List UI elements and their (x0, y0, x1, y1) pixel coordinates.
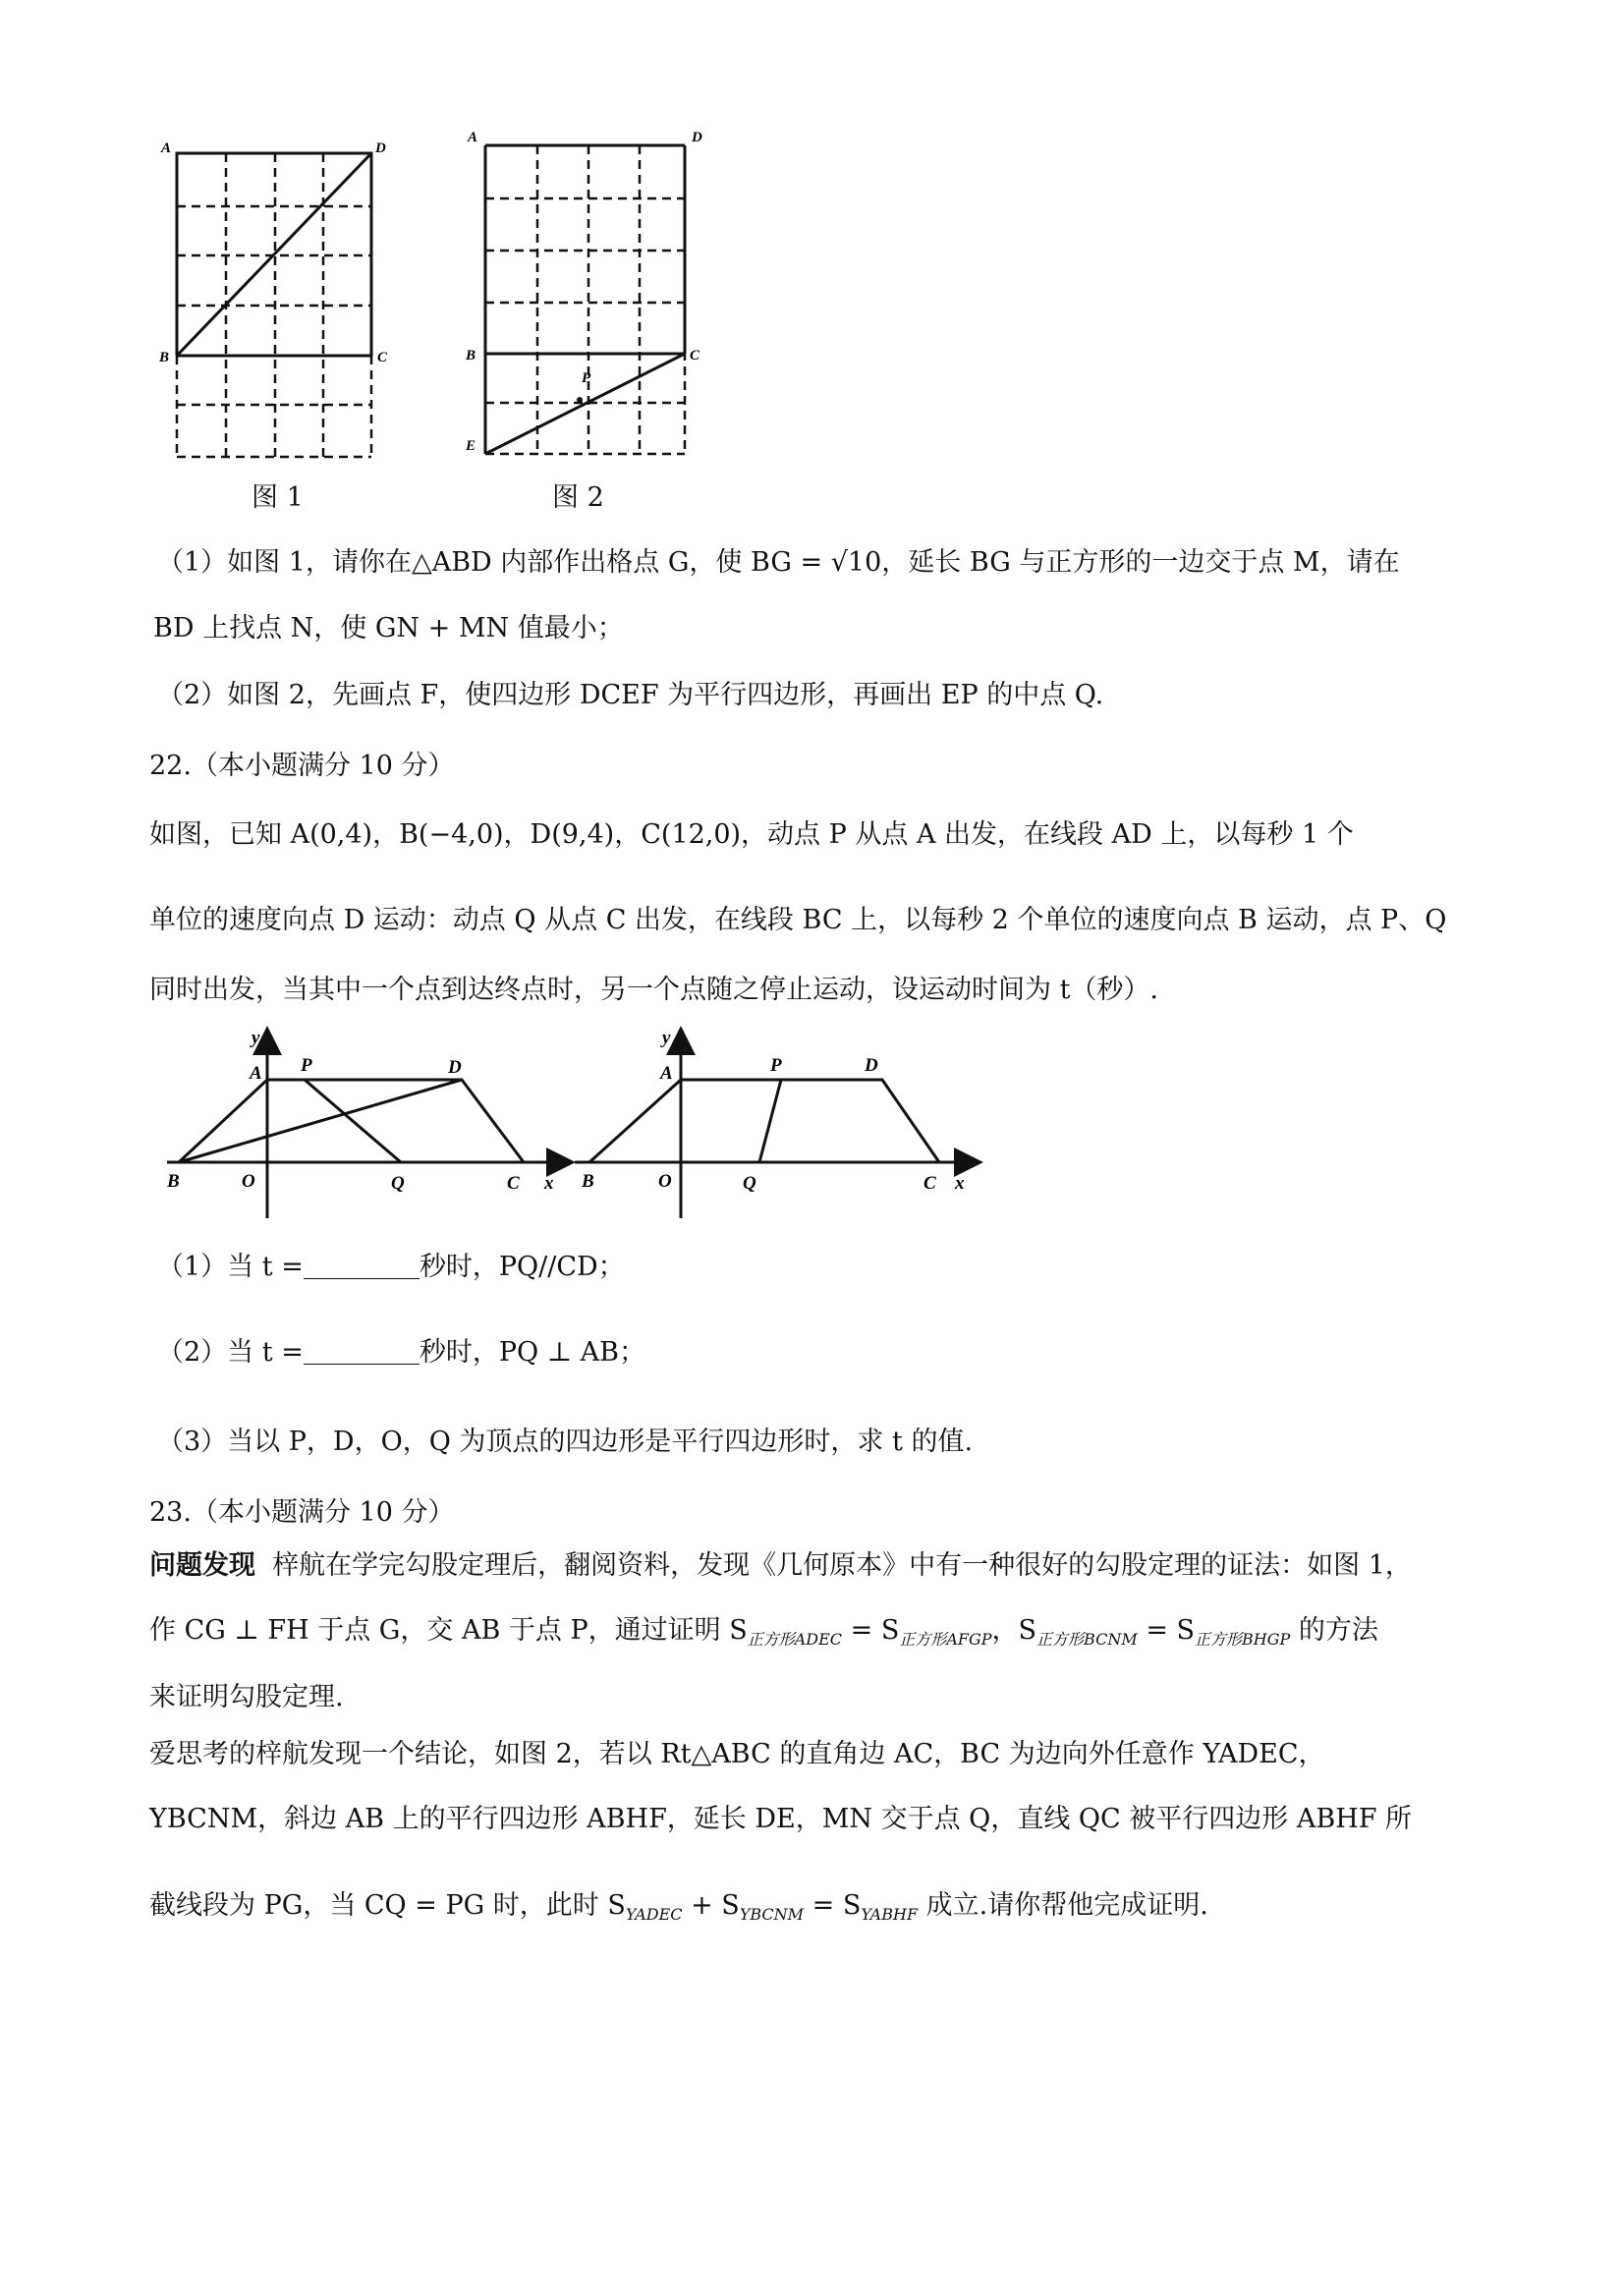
q23-line2-c: ，S (991, 1615, 1037, 1646)
fig2-label-E: E (466, 438, 476, 454)
q22-sub2-pre: （2）当 t = (157, 1337, 304, 1368)
q23-sub2: 正方形AFGP (899, 1630, 992, 1649)
q23-sub3: 正方形BCNM (1036, 1630, 1138, 1649)
fig1-label-A: A (161, 140, 172, 156)
q22-fig2-label-O: O (658, 1171, 672, 1192)
fig1-label-D: D (375, 140, 386, 156)
q22-figures (157, 1022, 982, 1228)
q22-sub1-pre: （1）当 t = (157, 1252, 304, 1282)
q23-line5: YBCNM，斜边 AB 上的平行四边形 ABHF，延长 DE，MN 交于点 Q，直线 QC 被平行四边形 ABHF 所 (149, 1804, 1413, 1834)
q22-fig1-label-A: A (250, 1063, 262, 1084)
q23-sub1: 正方形ADEC (747, 1630, 843, 1649)
q23-sub4: 正方形BHGP (1195, 1630, 1291, 1649)
q23-line6-c: = S (804, 1890, 862, 1921)
q23-header: 23.（本小题满分 10 分） (149, 1497, 455, 1528)
q21-part1-line2: BD 上找点 N，使 GN + MN 值最小； (153, 613, 624, 644)
q22-fig1-label-B: B (167, 1171, 180, 1192)
q22-sub2-blank[interactable] (304, 1336, 420, 1365)
q22-sub2-post: 秒时，PQ ⊥ AB； (419, 1337, 646, 1368)
q22-sub2 (157, 1333, 645, 1372)
q22-sub1-post: 秒时，PQ//CD； (419, 1252, 625, 1282)
fig1-label-C: C (377, 350, 388, 365)
q22-sub1-blank[interactable] (304, 1251, 420, 1279)
q22-fig2-label-x: x (955, 1173, 965, 1194)
fig2-label-A: A (468, 130, 478, 145)
q23-sub6: YBCNM (739, 1905, 805, 1924)
figure-1 (147, 138, 388, 472)
q23-line2-d: = S (1137, 1615, 1196, 1646)
q22-fig2-label-Q: Q (743, 1173, 756, 1194)
fig2-caption: 图 2 (552, 482, 604, 513)
fig1-label-B: B (159, 350, 170, 365)
figure-2 (460, 128, 715, 472)
q23-line2-e: 的方法 (1290, 1615, 1378, 1646)
q22-fig1-label-C: C (507, 1173, 520, 1194)
q22-fig2-label-D: D (865, 1055, 878, 1076)
q23-line1-text: 梓航在学完勾股定理后，翻阅资料，发现《几何原本》中有一种很好的勾股定理的证法：如图 1， (272, 1550, 1412, 1581)
q22-line1: 如图，已知 A(0,4)，B(−4,0)，D(9,4)，C(12,0)，动点 P 从点 A 出发，在线段 AD 上，以每秒 1 个 (149, 819, 1354, 850)
q21-part2: （2）如图 2，先画点 F，使四边形 DCEF 为平行四边形，再画出 EP 的中点 Q. (157, 680, 1104, 710)
q23-line6-a: 截线段为 PG，当 CQ = PG 时，此时 S (149, 1890, 626, 1921)
q22-fig1-label-x: x (544, 1173, 554, 1194)
q23-line6 (149, 1886, 1208, 1934)
fig2-label-C: C (690, 348, 700, 364)
fig2-label-P: P (582, 370, 591, 386)
q22-header: 22.（本小题满分 10 分） (149, 751, 455, 781)
q22-sub1 (157, 1248, 625, 1287)
q22-sub3: （3）当以 P，D，O，Q 为顶点的四边形是平行四边形时，求 t 的值. (157, 1427, 974, 1457)
q22-fig2-label-B: B (582, 1171, 594, 1192)
q22-fig2-label-P: P (770, 1055, 782, 1076)
fig2-label-D: D (692, 130, 702, 145)
fig1-caption: 图 1 (252, 482, 304, 513)
q23-line6-b: + S (682, 1890, 740, 1921)
q23-line2-b: = S (842, 1615, 900, 1646)
q21-part1-line1: （1）如图 1，请你在△ABD 内部作出格点 G，使 BG = √10，延长 BG 与正方形的一边交于点 M，请在 (157, 547, 1400, 578)
q22-fig1-label-O: O (242, 1171, 255, 1192)
q22-fig1-label-D: D (448, 1057, 462, 1078)
q22-fig1-label-P: P (301, 1055, 312, 1076)
q23-line1 (149, 1546, 1412, 1586)
q23-title: 问题发现 (149, 1550, 255, 1581)
fig2-label-B: B (466, 348, 476, 364)
q22-fig1-label-y: y (252, 1028, 260, 1048)
q22-fig2-label-C: C (923, 1173, 936, 1194)
q23-line2-a: 作 CG ⊥ FH 于点 G，交 AB 于点 P，通过证明 S (149, 1615, 748, 1646)
q22-fig2-label-y: y (662, 1028, 671, 1048)
q23-line3: 来证明勾股定理. (149, 1682, 344, 1712)
q23-line4: 爱思考的梓航发现一个结论，如图 2，若以 Rt△ABC 的直角边 AC，BC 为边向外任意作 YADEC， (149, 1739, 1325, 1769)
q22-fig2-label-A: A (660, 1063, 673, 1084)
q22-line2: 单位的速度向点 D 运动：动点 Q 从点 C 出发，在线段 BC 上，以每秒 2 个单位的速度向点 B 运动，点 P、Q (149, 905, 1447, 935)
q23-line2 (149, 1611, 1378, 1659)
q22-line3: 同时出发，当其中一个点到达终点时，另一个点随之停止运动，设运动时间为 t（秒）. (149, 975, 1159, 1005)
q22-fig1-label-Q: Q (391, 1173, 405, 1194)
q23-sub5: YADEC (625, 1905, 683, 1924)
q23-line6-d: 成立.请你帮他完成证明. (918, 1890, 1208, 1921)
q23-sub7: YABHF (861, 1905, 919, 1924)
